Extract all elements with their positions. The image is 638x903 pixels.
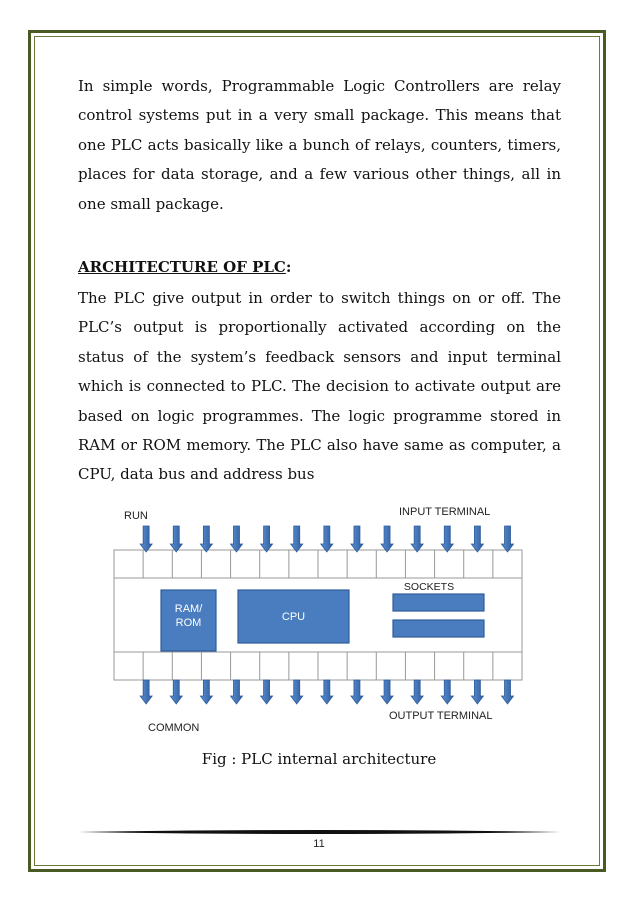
- output-arrow: [411, 680, 423, 704]
- output-arrow: [140, 680, 152, 704]
- input-arrow: [502, 526, 514, 552]
- input-arrow: [321, 526, 333, 552]
- socket-block-1: [393, 594, 484, 611]
- input-arrow: [140, 526, 152, 552]
- page-number: 11: [313, 838, 325, 850]
- footer-rule: [78, 829, 561, 835]
- architecture-paragraph: The PLC give output in order to switch things on or off. The PLC’s output is proportionally activated according on the status of the system’s feedback sensors and input terminal which is connected to PLC. The decision to activate output are based on logic programmes. The logic programme stored in RAM or ROM memory. The PLC also have same as computer, a CPU, data bus and address bus: [78, 289, 561, 484]
- intro-paragraph: In simple words, Programmable Logic Controllers are relay control systems put in a very small package. This means that one PLC acts basically like a bunch of relays, counters, timers, places for data storage, and a few various other things, all in one small package.: [78, 77, 561, 213]
- input-arrow: [351, 526, 363, 552]
- input-arrow: [170, 526, 182, 552]
- run-label: RUN: [124, 510, 148, 522]
- ram-rom-label-2: ROM: [175, 617, 202, 629]
- output-arrow: [502, 680, 514, 704]
- output-arrow: [471, 680, 483, 704]
- output-arrow: [441, 680, 453, 704]
- section-heading-colon: :: [285, 258, 292, 276]
- input-arrow: [230, 526, 242, 552]
- common-label: COMMON: [148, 722, 200, 734]
- input-arrow: [441, 526, 453, 552]
- input-terminal-label: INPUT TERMINAL: [399, 506, 491, 518]
- output-arrow: [230, 680, 242, 704]
- input-arrow: [381, 526, 393, 552]
- input-arrow: [471, 526, 483, 552]
- section-heading-text: ARCHITECTURE OF PLC: [78, 258, 286, 276]
- input-arrow: [291, 526, 303, 552]
- output-arrow: [351, 680, 363, 704]
- cpu-label: CPU: [281, 611, 306, 623]
- input-arrow: [411, 526, 423, 552]
- figure-caption: Fig : PLC internal architecture: [201, 750, 437, 768]
- output-arrow: [381, 680, 393, 704]
- input-arrow: [200, 526, 212, 552]
- section-heading: [78, 258, 291, 276]
- socket-block-2: [393, 620, 484, 637]
- sockets-label: SOCKETS: [403, 581, 455, 593]
- output-terminal-label: OUTPUT TERMINAL: [389, 710, 493, 722]
- output-arrow: [170, 680, 182, 704]
- output-arrow: [200, 680, 212, 704]
- plc-architecture-diagram: [110, 498, 530, 738]
- output-arrow: [291, 680, 303, 704]
- input-arrow: [261, 526, 273, 552]
- output-arrow: [321, 680, 333, 704]
- ram-rom-label-1: RAM/: [174, 603, 203, 615]
- output-arrow: [261, 680, 273, 704]
